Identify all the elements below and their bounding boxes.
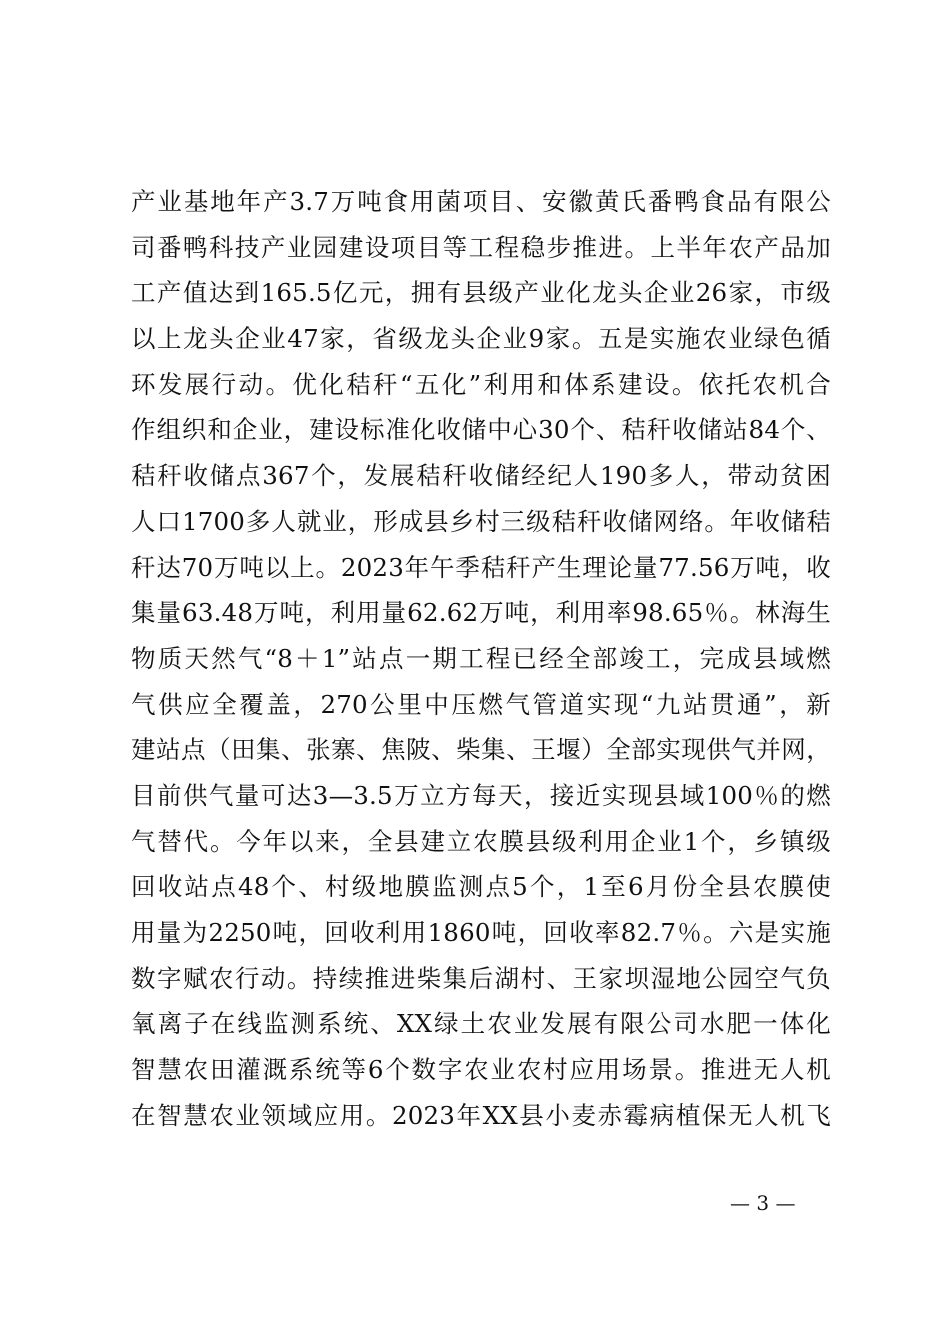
text-line: 智慧农田灌溉系统等6个数字农业农村应用场景。推进无人机 — [131, 1055, 831, 1085]
text-line: 人口1700多人就业，形成县乡村三级秸秆收储网络。年收储秸 — [131, 506, 831, 536]
text-line: 秸秆收储点367个，发展秸秆收储经纪人190多人，带动贫困 — [131, 461, 831, 491]
text-line: 数字赋农行动。持续推进柴集后湖村、王家坝湿地公园空气负 — [131, 963, 831, 993]
text-line: 集量63.48万吨，利用量62.62万吨，利用率98.65％。林海生 — [131, 598, 831, 628]
text-line: 气供应全覆盖，270公里中压燃气管道实现“九站贯通”，新 — [131, 689, 831, 719]
text-line: 秆达70万吨以上。2023年午季秸秆产生理论量77.56万吨，收 — [131, 552, 831, 582]
text-line: 氧离子在线监测系统、XX绿土农业发展有限公司水肥一体化 — [131, 1009, 831, 1039]
body-paragraph — [131, 179, 831, 1138]
text-line: 作组织和企业，建设标准化收储中心30个、秸秆收储站84个、 — [131, 415, 831, 445]
text-line: 建站点（田集、张寨、焦陂、柴集、王堰）全部实现供气并网， — [131, 735, 831, 765]
text-line: 环发展行动。优化秸秆“五化”利用和体系建设。依托农机合 — [131, 369, 831, 399]
text-line: 物质天然气“8＋1”站点一期工程已经全部竣工，完成县域燃 — [131, 643, 831, 673]
text-line: 在智慧农业领域应用。2023年XX县小麦赤霉病植保无人机飞 — [131, 1100, 831, 1130]
text-line: 工产值达到165.5亿元，拥有县级产业化龙头企业26家，市级 — [131, 278, 831, 308]
page-number: — 3 — — [730, 1191, 796, 1215]
text-line: 回收站点48个、村级地膜监测点5个，1至6月份全县农膜使 — [131, 872, 831, 902]
text-line: 产业基地年产3.7万吨食用菌项目、安徽黄氏番鸭食品有限公 — [131, 187, 831, 216]
text-line: 司番鸭科技产业园建设项目等工程稳步推进。上半年农产品加 — [131, 232, 831, 262]
text-line: 目前供气量可达3—3.5万立方每天，接近实现县域100％的燃 — [131, 780, 831, 810]
text-line: 用量为2250吨，回收利用1860吨，回收率82.7％。六是实施 — [131, 918, 831, 947]
text-line: 气替代。今年以来，全县建立农膜县级利用企业1个，乡镇级 — [131, 826, 831, 856]
text-line: 以上龙头企业47家，省级龙头企业9家。五是实施农业绿色循 — [131, 324, 831, 354]
